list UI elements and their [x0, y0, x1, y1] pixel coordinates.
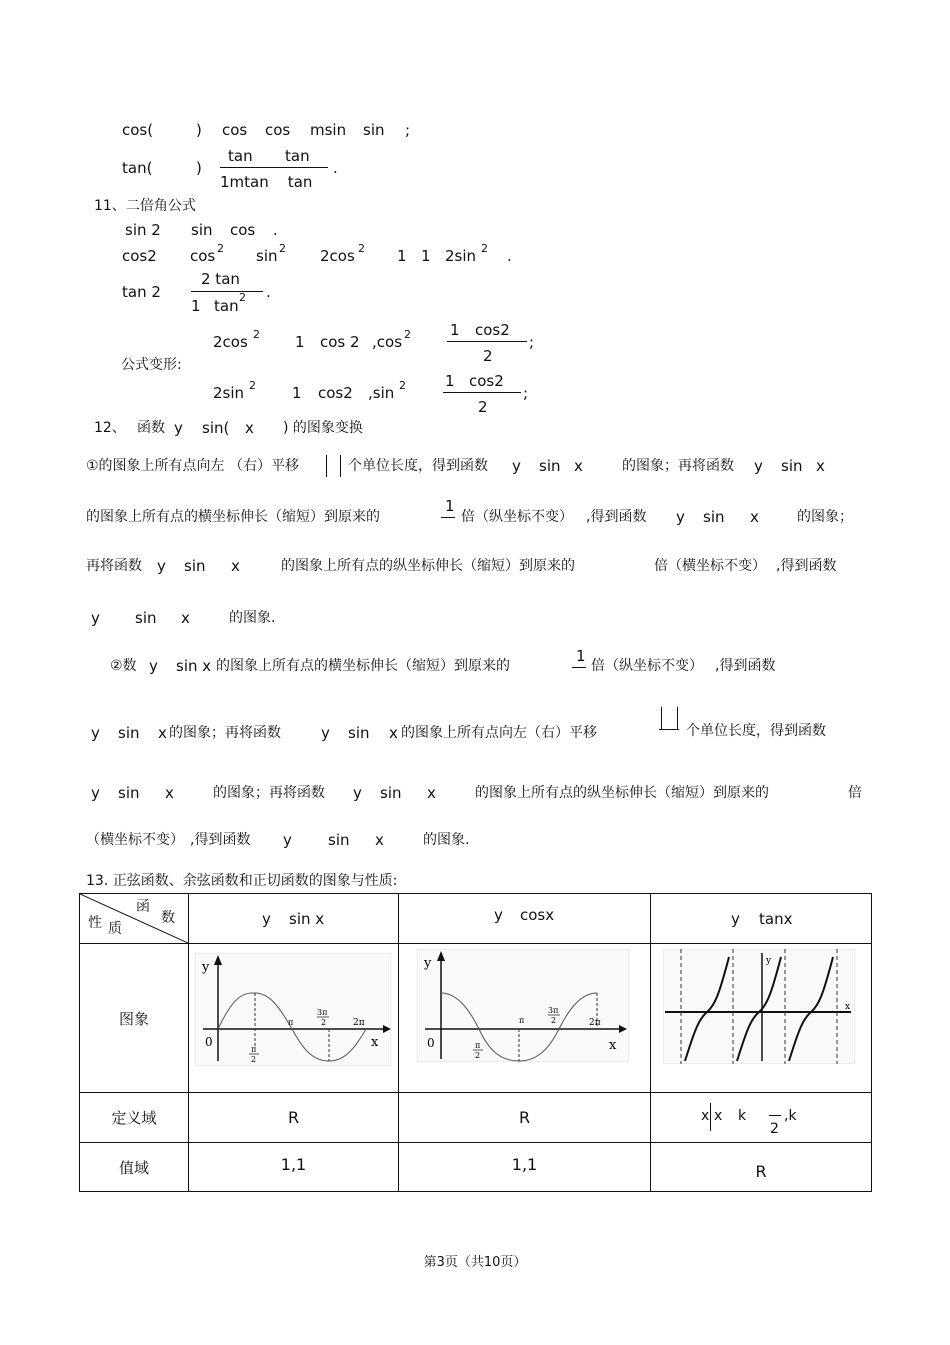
row-label-graph: 图象 — [80, 944, 189, 1093]
p2-text: 倍（纵坐标不变） — [591, 658, 703, 674]
var-x: x — [375, 831, 384, 849]
section-12-num: 12、 — [94, 420, 126, 436]
cos-term: cos — [222, 121, 248, 139]
y-label: y — [202, 960, 210, 975]
var-y: y — [676, 508, 685, 526]
sin-term: sin — [348, 724, 370, 742]
one: 1 — [292, 384, 302, 402]
exponent: 2 — [358, 242, 365, 255]
p1-text: 倍（纵坐标不变） — [461, 509, 573, 525]
tan-den: 1mtan tan — [220, 173, 313, 191]
p1-text: 的图象； — [797, 509, 853, 525]
var-y: y — [91, 609, 100, 627]
sin-graph-cell — [189, 944, 399, 1093]
cos-graph-cell — [399, 944, 651, 1093]
sin-term: sin — [118, 784, 140, 802]
var2-den: 2 — [478, 398, 488, 416]
func-tan: tanx — [759, 910, 793, 928]
frac-one: 1 — [576, 647, 586, 665]
origin-label: 0 — [205, 1035, 213, 1049]
fraction-bar — [220, 167, 328, 168]
set-den: 2 — [770, 1121, 779, 1137]
var-y: y — [157, 557, 166, 575]
set-var: x — [714, 1108, 723, 1124]
tan-range: R — [651, 1143, 872, 1192]
tan-sum-paren: ) — [196, 159, 202, 177]
sin-range: 1,1 — [189, 1143, 399, 1192]
var-y: y — [149, 657, 158, 675]
exponent: 2 — [481, 242, 488, 255]
p2-text: 的图象上所有点的纵坐标伸长（缩短）到原来的 — [475, 785, 769, 801]
2sin-term: 2sin — [445, 247, 477, 265]
sin2-lhs: sin 2 — [125, 221, 161, 239]
var-x: x — [181, 609, 190, 627]
var-x: x — [389, 724, 398, 742]
var-y: y — [321, 724, 330, 742]
p1-text: ①的图象上所有点向左 （右）平移 — [86, 458, 300, 474]
2cos-term: 2cos — [213, 333, 248, 351]
corner-right: 数 — [161, 910, 175, 926]
p1-text: 的图象上所有点的横坐标伸长（缩短）到原来的 — [86, 509, 380, 525]
sin-term: sin — [539, 457, 561, 475]
sin-term: sin — [184, 557, 206, 575]
tan2-den-tan: tan — [214, 297, 239, 315]
cos-graph — [417, 949, 629, 1062]
tan2-lhs: tan 2 — [122, 283, 161, 301]
sin-term: sin — [363, 121, 385, 139]
var-x: x — [750, 508, 759, 526]
var-x: x — [165, 784, 174, 802]
p2-text: （横坐标不变） — [86, 832, 184, 848]
exponent: 2 — [239, 291, 246, 304]
tick-label: 2 — [321, 1018, 327, 1027]
p2-text: 的图象；再将函数 — [213, 785, 325, 801]
tick-label: π — [288, 1018, 294, 1027]
page-footer: 第3页（共10页） — [423, 1255, 527, 1270]
tick-label: π — [519, 1016, 525, 1025]
sin-term: sin — [380, 784, 402, 802]
semicolon: ; — [523, 384, 529, 402]
sin-term: sin — [118, 724, 140, 742]
properties-table — [79, 893, 872, 1192]
abs-bar — [326, 455, 327, 477]
var-x: x — [245, 419, 254, 437]
var-y: y — [283, 831, 292, 849]
p2-text: ,得到函数 — [715, 658, 776, 674]
semicolon: ; — [529, 333, 535, 351]
fraction-bar — [443, 392, 521, 393]
cos2-lhs: cos2 — [122, 247, 157, 265]
exponent: 2 — [399, 379, 406, 392]
col-header-tan — [651, 894, 872, 944]
exponent: 2 — [279, 242, 286, 255]
period: . — [273, 221, 278, 239]
row-label-range: 值域 — [80, 1143, 189, 1192]
y-label: y — [424, 956, 432, 971]
sin-graph — [195, 953, 391, 1066]
exponent: 2 — [217, 242, 224, 255]
p1-text: ,得到函数 — [586, 509, 647, 525]
section-13-heading: 13. 正弦函数、余弦函数和正切函数的图象与性质: — [86, 873, 398, 889]
period: . — [507, 247, 512, 265]
set-k: ,k — [784, 1108, 797, 1124]
tick-label: 2 — [551, 1016, 557, 1025]
fraction-bar — [191, 291, 263, 292]
exponent: 2 — [253, 328, 260, 341]
period: . — [333, 159, 338, 177]
one: 1 — [421, 247, 431, 265]
var-y: y — [731, 910, 740, 928]
semicolon: ; — [405, 121, 411, 139]
tan-num-2: tan — [285, 147, 310, 165]
var-y: y — [512, 457, 521, 475]
var-x: x — [427, 784, 436, 802]
fraction-bar — [447, 341, 527, 342]
x-label: x — [609, 1038, 617, 1053]
p1-text: 倍（横坐标不变） — [654, 558, 766, 574]
exponent: 2 — [249, 379, 256, 392]
2cos-term: 2cos — [320, 247, 355, 265]
sin-term: sin — [191, 221, 213, 239]
tan-sum-lhs: tan( — [122, 159, 153, 177]
var-y: y — [91, 784, 100, 802]
section-12-word: 函数 — [137, 420, 165, 436]
tan-graph-cell — [651, 944, 872, 1093]
p2-text: ②数 — [110, 658, 137, 674]
frac-one: 1 — [445, 497, 455, 515]
tan-graph — [663, 949, 855, 1064]
one: 1 — [397, 247, 407, 265]
tan2-num: 2 tan — [201, 270, 240, 288]
cos-term: cos — [230, 221, 256, 239]
set-k: k — [738, 1108, 747, 1124]
exponent: 2 — [404, 328, 411, 341]
func-sin: sin x — [289, 910, 325, 928]
corner-bottom: 质 — [108, 921, 122, 937]
col-header-sin — [189, 894, 399, 944]
fraction-bar — [769, 1115, 781, 1116]
abs-bar — [340, 455, 341, 477]
p2-text: 个单位长度，得到函数 — [686, 723, 826, 739]
tick-label: π — [251, 1045, 257, 1054]
var-y: y — [754, 457, 763, 475]
sin-term: sin — [328, 831, 350, 849]
p2-text: ,得到函数 — [190, 832, 251, 848]
x-label: x — [371, 1035, 379, 1050]
tan-num-1: tan — [228, 147, 253, 165]
p1-text: 再将函数 — [86, 558, 142, 574]
var-x: x — [574, 457, 583, 475]
set-bar — [710, 1103, 711, 1131]
msin-term: msin — [310, 121, 347, 139]
period: . — [266, 283, 271, 301]
cos-term: cos — [190, 247, 216, 265]
cos-term: ,cos — [372, 333, 403, 351]
corner-left: 性 — [88, 915, 102, 931]
col-header-cos — [399, 894, 651, 944]
section-12-tail: ) 的图象变换 — [283, 420, 363, 436]
row-label-domain: 定义域 — [80, 1093, 189, 1143]
tick-label: 2π — [353, 1018, 365, 1028]
sin-term: sin( — [202, 419, 230, 437]
cos-term: cos — [265, 121, 291, 139]
abs-bar — [677, 707, 678, 729]
p1-text: 的图象上所有点的纵坐标伸长（缩短）到原来的 — [281, 558, 575, 574]
p2-text: 的图象；再将函数 — [169, 725, 281, 741]
var1-num-cos: cos2 — [475, 321, 510, 339]
corner-top: 函 — [136, 899, 150, 915]
corner-header — [80, 894, 189, 944]
tick-label: 2π — [589, 1018, 601, 1028]
p1-text: 的图象. — [229, 610, 276, 626]
p2-text: 的图象上所有点的横坐标伸长（缩短）到原来的 — [216, 658, 510, 674]
tick-label: 3π — [317, 1008, 328, 1017]
tick-label: 2 — [475, 1051, 481, 1060]
sin-term: sin — [781, 457, 803, 475]
var2-num-one: 1 — [445, 372, 455, 390]
one: 1 — [295, 333, 305, 351]
section-11-heading: 11、二倍角公式 — [94, 198, 196, 214]
var1-num-one: 1 — [450, 321, 460, 339]
p1-text: 的图象；再将函数 — [622, 458, 734, 474]
y-label: y — [766, 956, 772, 966]
var2-num-cos: cos2 — [469, 372, 504, 390]
cos-domain: R — [399, 1093, 651, 1143]
fraction-bar — [572, 667, 586, 668]
var-y: y — [91, 724, 100, 742]
sin-domain: R — [189, 1093, 399, 1143]
sin-term: ,sin — [368, 384, 395, 402]
tan-domain — [651, 1093, 872, 1143]
set-var: x — [701, 1108, 710, 1124]
sin-term: sin — [256, 247, 278, 265]
variant-label: 公式变形: — [121, 357, 182, 373]
tick-label: π — [475, 1041, 481, 1050]
p1-text: ,得到函数 — [776, 558, 837, 574]
var-x: x — [816, 457, 825, 475]
var-x: x — [158, 724, 167, 742]
x-label: x — [845, 1002, 851, 1012]
var-y: y — [494, 906, 503, 924]
cos2-term: cos 2 — [320, 333, 360, 351]
fraction-bar — [659, 729, 679, 730]
p2-text: 倍 — [848, 785, 862, 801]
var-y: y — [174, 419, 183, 437]
cos2-term: cos2 — [318, 384, 353, 402]
cos-sum-paren: ) — [196, 121, 202, 139]
sin-term: sin x — [176, 657, 212, 675]
cos-sum-lhs: cos( — [122, 121, 154, 139]
var-y: y — [353, 784, 362, 802]
var-x: x — [231, 557, 240, 575]
func-cos: cosx — [520, 906, 555, 924]
tan2-den-one: 1 — [191, 297, 201, 315]
abs-bar — [661, 707, 662, 729]
sin-term: sin — [135, 609, 157, 627]
var1-den: 2 — [483, 347, 493, 365]
var-y: y — [262, 910, 271, 928]
cos-range: 1,1 — [399, 1143, 651, 1192]
fraction-bar — [441, 517, 455, 518]
2sin-term: 2sin — [213, 384, 245, 402]
tick-label: 2 — [251, 1055, 257, 1064]
sin-term: sin — [703, 508, 725, 526]
tick-label: 3π — [548, 1006, 559, 1015]
p1-text: 个单位长度，得到函数 — [348, 458, 488, 474]
origin-label: 0 — [427, 1036, 435, 1050]
p2-text: 的图象. — [423, 832, 470, 848]
p2-text: 的图象上所有点向左（右）平移 — [401, 725, 597, 741]
